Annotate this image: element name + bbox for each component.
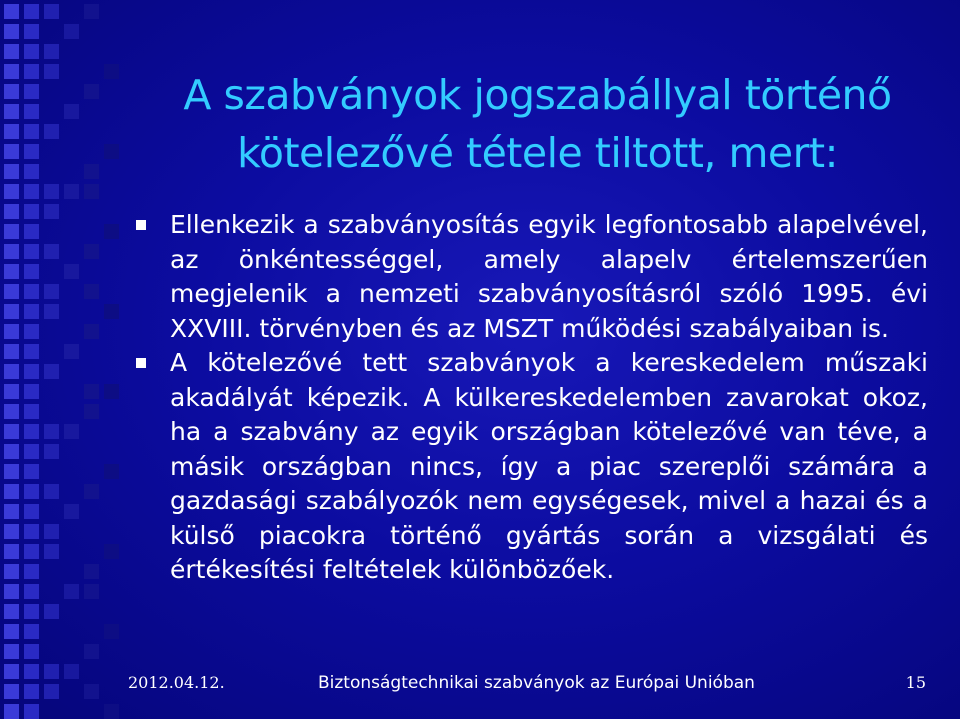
pattern-square <box>24 384 39 399</box>
pattern-square <box>24 504 39 519</box>
pattern-square <box>4 704 19 719</box>
pattern-square <box>4 544 19 559</box>
decorative-square-pattern <box>0 0 120 719</box>
pattern-square <box>24 84 39 99</box>
pattern-square <box>24 264 39 279</box>
pattern-square <box>64 344 79 359</box>
pattern-square <box>4 324 19 339</box>
pattern-square <box>44 244 59 259</box>
bullet-text: Ellenkezik a szabványosítás egyik legfontosabb alapelvével, az önkéntességgel, amely alapelv értelemszerűen megjelenik a nemzeti szabványosításról szóló 1995. évi XXVIII. törvényben és az MSZT működési szabályaiban is. <box>170 210 928 343</box>
bullet-item <box>136 346 928 588</box>
pattern-square <box>24 584 39 599</box>
pattern-square <box>4 404 19 419</box>
pattern-square <box>64 24 79 39</box>
pattern-square <box>44 64 59 79</box>
pattern-square <box>24 304 39 319</box>
pattern-square <box>24 144 39 159</box>
pattern-square <box>44 424 59 439</box>
pattern-square <box>24 404 39 419</box>
pattern-square <box>4 24 19 39</box>
pattern-square <box>4 364 19 379</box>
pattern-square <box>24 4 39 19</box>
pattern-square <box>24 464 39 479</box>
pattern-square <box>104 464 119 479</box>
pattern-square <box>4 64 19 79</box>
pattern-square <box>24 624 39 639</box>
pattern-square <box>44 184 59 199</box>
pattern-square <box>104 304 119 319</box>
pattern-square <box>4 604 19 619</box>
pattern-square <box>64 424 79 439</box>
pattern-square <box>24 604 39 619</box>
pattern-square <box>64 584 79 599</box>
pattern-square <box>44 364 59 379</box>
pattern-square <box>84 244 99 259</box>
pattern-square <box>44 444 59 459</box>
pattern-square <box>24 184 39 199</box>
pattern-square <box>24 544 39 559</box>
pattern-square <box>4 4 19 19</box>
pattern-square <box>4 504 19 519</box>
pattern-square <box>44 44 59 59</box>
pattern-square <box>24 24 39 39</box>
pattern-square <box>4 264 19 279</box>
pattern-square <box>44 204 59 219</box>
pattern-square <box>84 164 99 179</box>
pattern-square <box>64 264 79 279</box>
pattern-square <box>4 644 19 659</box>
pattern-square <box>4 464 19 479</box>
pattern-square <box>104 544 119 559</box>
pattern-square <box>104 144 119 159</box>
pattern-square <box>64 184 79 199</box>
pattern-square <box>104 224 119 239</box>
footer-date: 2012.04.12. <box>128 673 225 692</box>
pattern-square <box>4 84 19 99</box>
pattern-square <box>64 504 79 519</box>
pattern-square <box>84 284 99 299</box>
pattern-square <box>24 344 39 359</box>
pattern-square <box>24 524 39 539</box>
pattern-square <box>84 384 99 399</box>
pattern-square <box>44 304 59 319</box>
pattern-square <box>4 684 19 699</box>
pattern-square <box>44 544 59 559</box>
bullet-list <box>136 208 928 588</box>
square-bullet-icon <box>136 358 146 368</box>
pattern-square <box>4 284 19 299</box>
pattern-square <box>64 664 79 679</box>
pattern-square <box>24 564 39 579</box>
pattern-square <box>24 644 39 659</box>
pattern-square <box>104 384 119 399</box>
pattern-square <box>24 284 39 299</box>
pattern-square <box>44 124 59 139</box>
pattern-square <box>24 44 39 59</box>
pattern-square <box>4 584 19 599</box>
footer-title: Biztonságtechnikai szabványok az Európai Unióban <box>318 673 755 693</box>
pattern-square <box>104 704 119 719</box>
pattern-square <box>24 64 39 79</box>
pattern-square <box>24 104 39 119</box>
pattern-square <box>4 304 19 319</box>
pattern-square <box>44 284 59 299</box>
pattern-square <box>24 244 39 259</box>
pattern-square <box>4 564 19 579</box>
pattern-square <box>4 624 19 639</box>
pattern-square <box>84 484 99 499</box>
pattern-square <box>24 324 39 339</box>
pattern-square <box>44 664 59 679</box>
pattern-square <box>84 644 99 659</box>
pattern-square <box>4 484 19 499</box>
pattern-square <box>24 124 39 139</box>
pattern-square <box>84 84 99 99</box>
pattern-square <box>84 324 99 339</box>
pattern-square <box>4 124 19 139</box>
pattern-square <box>44 684 59 699</box>
pattern-square <box>4 224 19 239</box>
pattern-square <box>84 564 99 579</box>
pattern-square <box>24 664 39 679</box>
pattern-square <box>4 44 19 59</box>
page-number: 15 <box>905 673 926 692</box>
slide-title: A szabványok jogszabállyal történő kötelezővé tétele tiltott, mert: <box>183 71 892 177</box>
pattern-square <box>24 364 39 379</box>
pattern-square <box>4 184 19 199</box>
pattern-square <box>44 484 59 499</box>
pattern-square <box>4 144 19 159</box>
pattern-square <box>4 424 19 439</box>
pattern-square <box>24 444 39 459</box>
pattern-square <box>104 624 119 639</box>
pattern-square <box>24 164 39 179</box>
pattern-square <box>4 344 19 359</box>
pattern-square <box>84 184 99 199</box>
pattern-square <box>84 404 99 419</box>
pattern-square <box>4 444 19 459</box>
pattern-square <box>24 684 39 699</box>
pattern-square <box>24 704 39 719</box>
pattern-square <box>24 484 39 499</box>
pattern-square <box>84 584 99 599</box>
pattern-square <box>64 104 79 119</box>
pattern-square <box>24 224 39 239</box>
pattern-square <box>4 524 19 539</box>
bullet-item <box>136 208 928 346</box>
pattern-square <box>84 684 99 699</box>
pattern-square <box>44 4 59 19</box>
pattern-square <box>24 204 39 219</box>
pattern-square <box>4 664 19 679</box>
square-bullet-icon <box>136 220 146 230</box>
pattern-square <box>4 164 19 179</box>
pattern-square <box>4 384 19 399</box>
bullet-text: A kötelezővé tett szabványok a kereskedelem műszaki akadályát képezik. A külkereskedelemben zavarokat okoz, ha a szabvány az egyik országban kötelezővé van téve, a másik országban nincs, így a piac szereplői számára a gazdasági szabályozók nem egységesek, mivel a hazai és a külső piacokra történő gyártás során a vizsgálati és értékesítési feltételek különbözőek. <box>170 348 928 584</box>
pattern-square <box>44 524 59 539</box>
pattern-square <box>4 244 19 259</box>
pattern-square <box>4 204 19 219</box>
pattern-square <box>4 104 19 119</box>
pattern-square <box>84 4 99 19</box>
pattern-square <box>24 424 39 439</box>
pattern-square <box>44 604 59 619</box>
pattern-square <box>104 64 119 79</box>
